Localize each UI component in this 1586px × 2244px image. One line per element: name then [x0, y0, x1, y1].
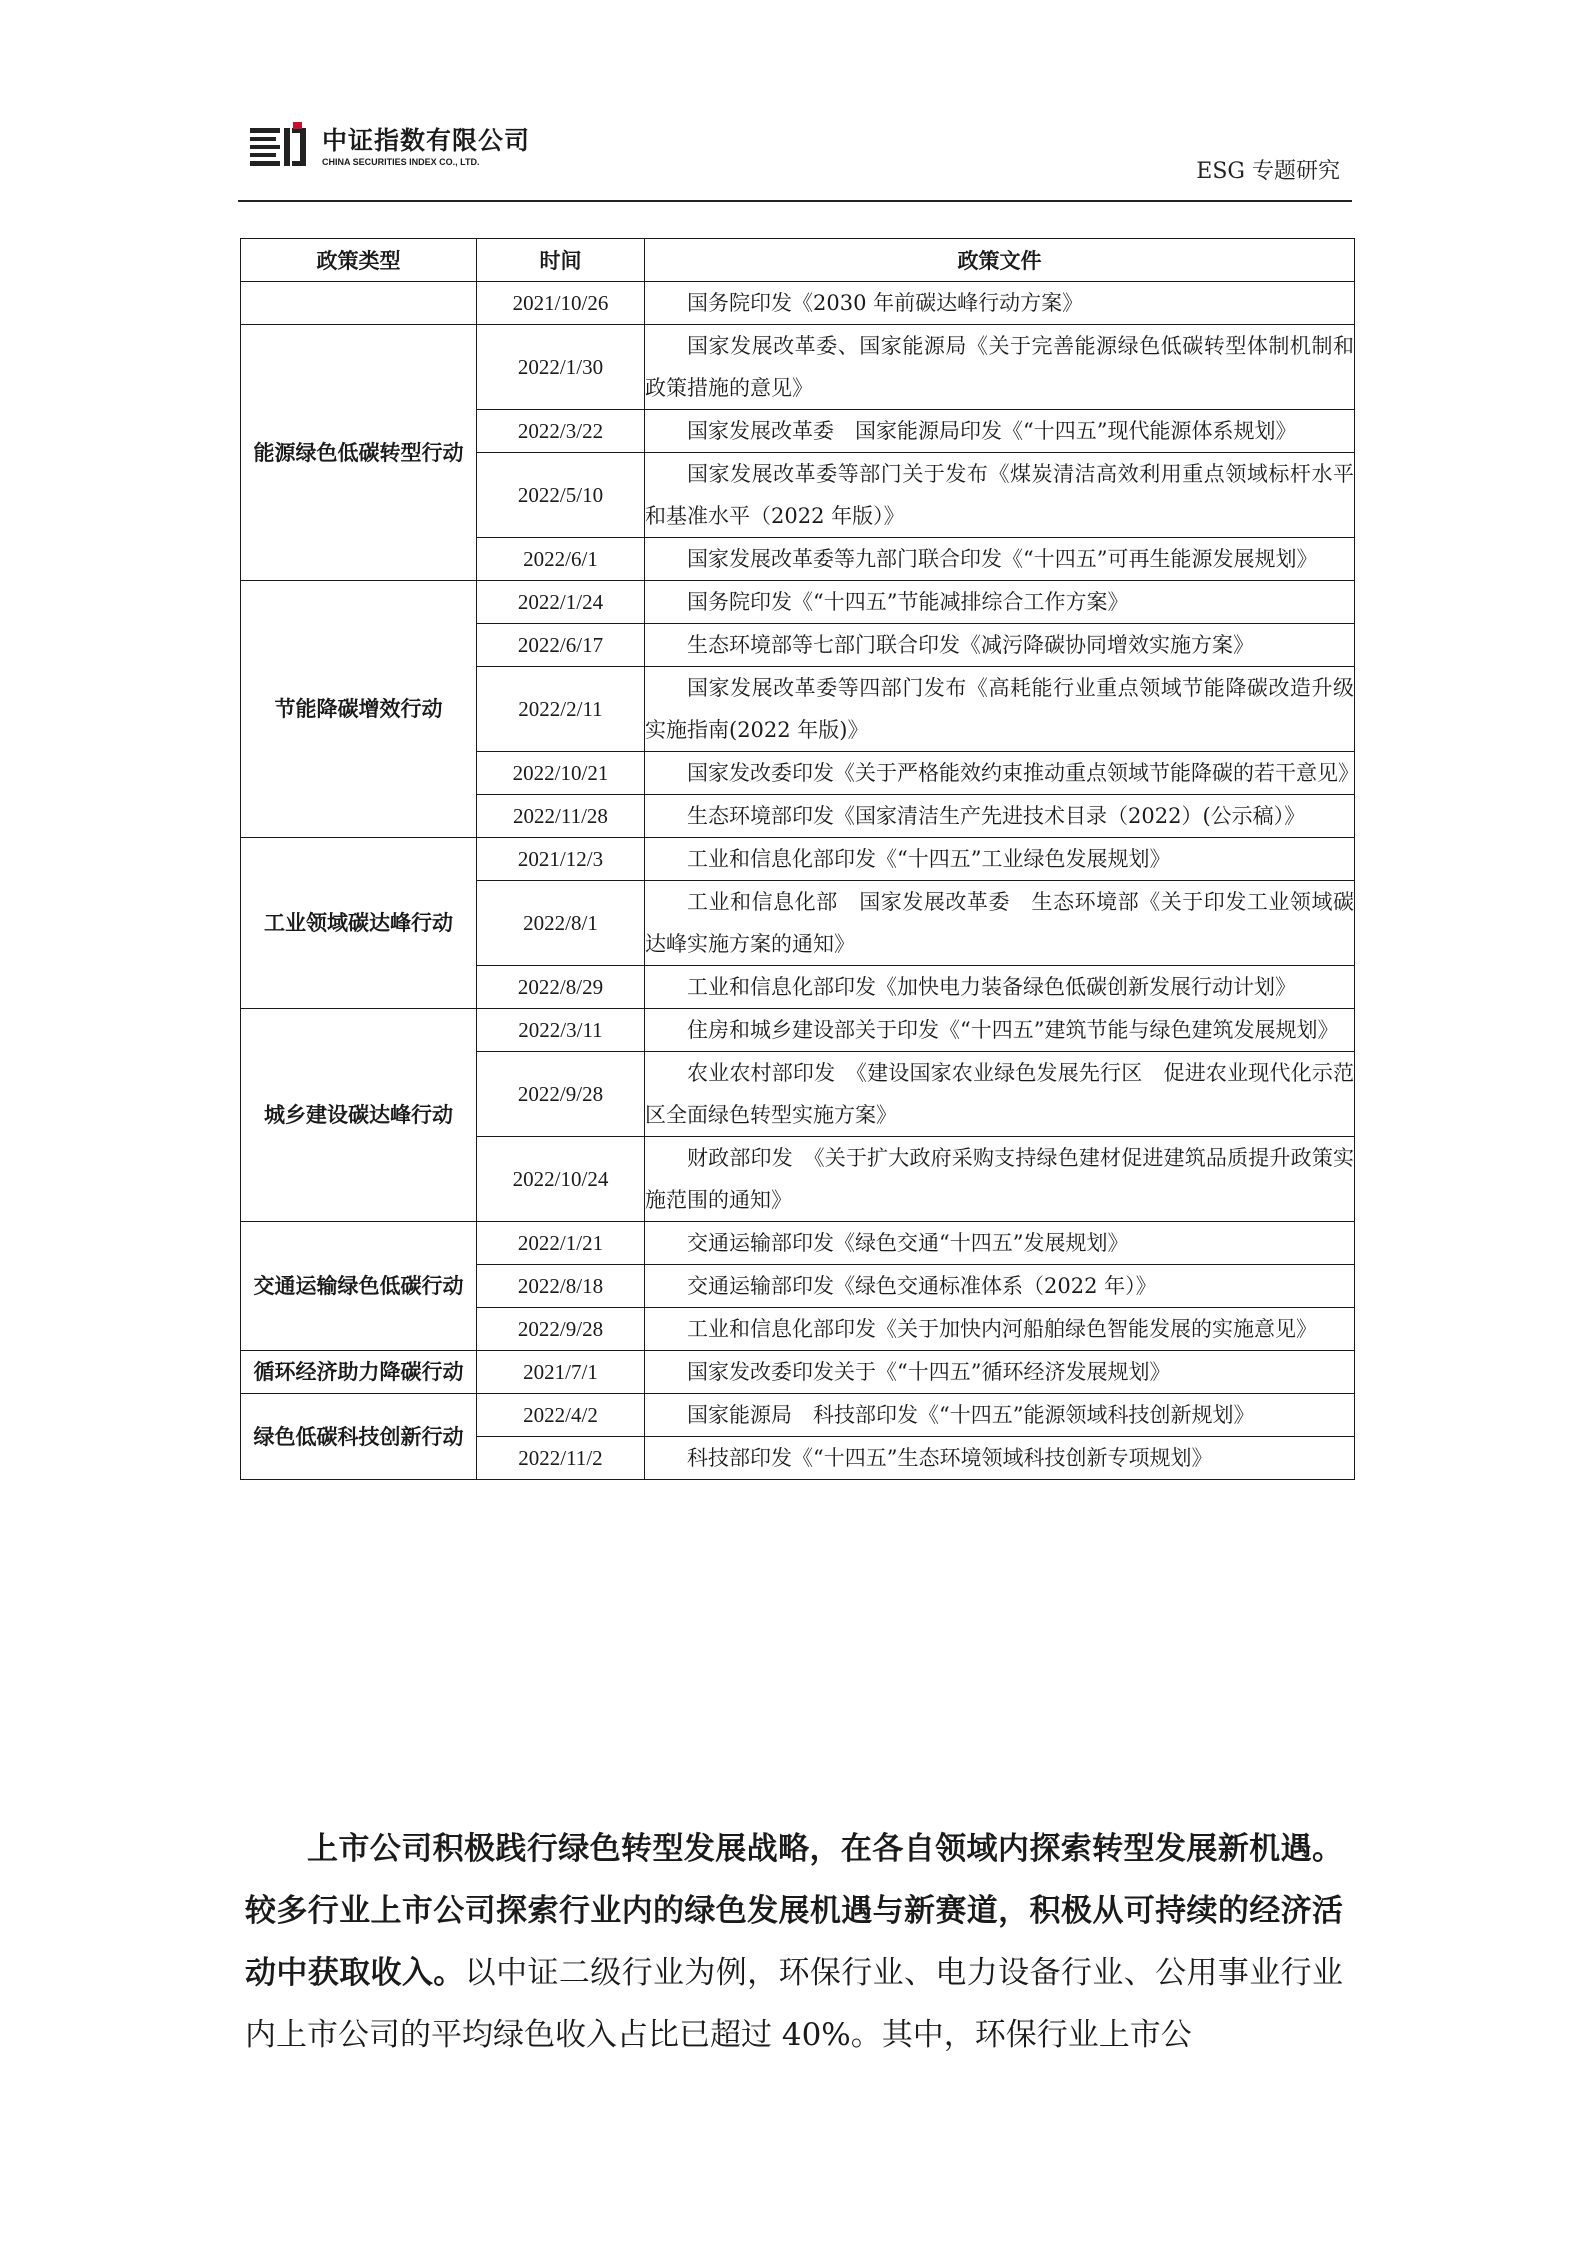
policy-category: 工业领域碳达峰行动: [241, 838, 477, 1009]
section-title: ESG 专题研究: [1196, 159, 1340, 184]
table-row: [241, 1351, 1355, 1394]
page-header: [238, 112, 1352, 202]
policy-document: 国家发展改革委等四部门发布《高耗能行业重点领域节能降碳改造升级实施指南(2022 年版)》: [645, 676, 1354, 742]
table-row: [241, 581, 1355, 624]
policy-document: 国家发展改革委等九部门联合印发《“十四五”可再生能源发展规划》: [687, 547, 1318, 571]
policy-date: 2022/3/11: [477, 1009, 645, 1052]
column-header-document: 政策文件: [645, 239, 1355, 282]
policy-document-cell: [645, 752, 1359, 795]
policy-document: 生态环境部等七部门联合印发《减污降碳协同增效实施方案》: [687, 633, 1254, 657]
policy-category: 循环经济助力降碳行动: [241, 1351, 477, 1394]
policy-document: 国家能源局 科技部印发《“十四五”能源领域科技创新规划》: [687, 1403, 1255, 1427]
policy-date: 2022/1/21: [477, 1222, 645, 1265]
policy-document-cell: [645, 624, 1355, 667]
policy-document-cell: [645, 966, 1355, 1009]
policy-date: 2022/5/10: [477, 453, 645, 538]
policy-document: 国家发展改革委、国家能源局《关于完善能源绿色低碳转型体制机制和政策措施的意见》: [645, 334, 1354, 400]
policy-date: 2022/8/18: [477, 1265, 645, 1308]
policy-date: 2021/7/1: [477, 1351, 645, 1394]
policy-date: 2022/1/30: [477, 325, 645, 410]
policy-document-cell: [645, 667, 1355, 752]
policy-table: [240, 238, 1359, 1480]
paragraph-text: 以中证二级行业为例，环保行业、电力设备行业、公用事业行业内上市公司的平均绿色收入占比已超过 40%。其中，环保行业上市公: [245, 1955, 1344, 2053]
column-header-type: 政策类型: [241, 239, 477, 282]
policy-document: 国家发改委印发《关于严格能效约束推动重点领域节能降碳的若干意见》: [687, 761, 1359, 785]
policy-document: 科技部印发《“十四五”生态环境领域科技创新专项规划》: [687, 1446, 1213, 1470]
table-row: [241, 838, 1355, 881]
policy-document: 国家发展改革委 国家能源局印发《“十四五”现代能源体系规划》: [687, 419, 1297, 443]
policy-date: 2022/10/24: [477, 1137, 645, 1222]
policy-document: 工业和信息化部印发《加快电力装备绿色低碳创新发展行动计划》: [687, 975, 1296, 999]
table-row: [241, 1394, 1355, 1437]
policy-document-cell: [645, 881, 1355, 966]
table-row: [241, 282, 1355, 325]
policy-document-cell: [645, 1052, 1355, 1137]
policy-date: 2022/8/29: [477, 966, 645, 1009]
policy-document-cell: [645, 538, 1355, 581]
policy-category: 交通运输绿色低碳行动: [241, 1222, 477, 1351]
column-header-date: 时间: [477, 239, 645, 282]
company-name-en: CHINA SECURITIES INDEX CO., LTD.: [322, 157, 480, 167]
policy-date: 2022/3/22: [477, 410, 645, 453]
policy-date: 2022/8/1: [477, 881, 645, 966]
policy-date: 2022/10/21: [477, 752, 645, 795]
policy-date: 2022/6/17: [477, 624, 645, 667]
policy-category: [241, 282, 477, 325]
policy-document: 财政部印发 《关于扩大政府采购支持绿色建材促进建筑品质提升政策实施范围的通知》: [645, 1146, 1354, 1212]
policy-document: 农业农村部印发 《建设国家农业绿色发展先行区 促进农业现代化示范区全面绿色转型实施方案》: [645, 1061, 1354, 1127]
csi-logo-icon: [248, 122, 310, 172]
policy-document-cell: [645, 581, 1355, 624]
policy-date: 2021/12/3: [477, 838, 645, 881]
table-row: [241, 325, 1355, 410]
body-paragraph: [245, 1818, 1343, 2066]
policy-document-cell: [645, 325, 1355, 410]
policy-document: 住房和城乡建设部关于印发《“十四五”建筑节能与绿色建筑发展规划》: [687, 1018, 1339, 1042]
policy-category: 能源绿色低碳转型行动: [241, 325, 477, 581]
policy-document: 国务院印发《2030 年前碳达峰行动方案》: [687, 291, 1084, 315]
policy-document: 交通运输部印发《绿色交通“十四五”发展规划》: [687, 1231, 1129, 1255]
policy-date: 2022/11/28: [477, 795, 645, 838]
policy-document: 国家发改委印发关于《“十四五”循环经济发展规划》: [687, 1360, 1171, 1384]
table-row: [241, 1009, 1355, 1052]
paragraph-bold-text: 上市公司积极践行绿色转型发展战略，在各自领域内探索转型发展新机遇。较多行业上市公司探索行业内的绿色发展机遇与新赛道，积极从可持续的经济活动中获取收入。: [245, 1831, 1343, 1991]
policy-date: 2022/9/28: [477, 1308, 645, 1351]
policy-document-cell: [645, 1222, 1355, 1265]
policy-document-cell: [645, 282, 1355, 325]
policy-category: 节能降碳增效行动: [241, 581, 477, 838]
policy-date: 2022/2/11: [477, 667, 645, 752]
policy-document: 国务院印发《“十四五”节能减排综合工作方案》: [687, 590, 1129, 614]
policy-category: 绿色低碳科技创新行动: [241, 1394, 477, 1480]
policy-date: 2022/1/24: [477, 581, 645, 624]
policy-document: 交通运输部印发《绿色交通标准体系（2022 年）》: [687, 1274, 1157, 1298]
policy-date: 2022/11/2: [477, 1437, 645, 1480]
policy-document: 工业和信息化部 国家发展改革委 生态环境部《关于印发工业领域碳达峰实施方案的通知》: [645, 890, 1354, 956]
policy-date: 2022/4/2: [477, 1394, 645, 1437]
table-row: [241, 1222, 1355, 1265]
policy-document: 工业和信息化部印发《“十四五”工业绿色发展规划》: [687, 847, 1171, 871]
policy-document-cell: [645, 838, 1355, 881]
policy-document-cell: [645, 1308, 1355, 1351]
header-divider: [238, 200, 1352, 202]
policy-document-cell: [645, 453, 1355, 538]
policy-document: 工业和信息化部印发《关于加快内河船舶绿色智能发展的实施意见》: [687, 1317, 1317, 1341]
policy-document-cell: [645, 1137, 1355, 1222]
policy-date: 2022/6/1: [477, 538, 645, 581]
policy-document-cell: [645, 1437, 1355, 1480]
policy-category: 城乡建设碳达峰行动: [241, 1009, 477, 1222]
policy-document: 生态环境部印发《国家清洁生产先进技术目录（2022）(公示稿）》: [687, 804, 1306, 828]
policy-document-cell: [645, 795, 1355, 838]
policy-document-cell: [645, 410, 1355, 453]
policy-document-cell: [645, 1394, 1355, 1437]
policy-document-cell: [645, 1009, 1355, 1052]
policy-document-cell: [645, 1351, 1355, 1394]
policy-document-cell: [645, 1265, 1355, 1308]
company-name-cn: 中证指数有限公司: [322, 126, 531, 155]
policy-document: 国家发展改革委等部门关于发布《煤炭清洁高效利用重点领域标杆水平和基准水平（2022 年版）》: [645, 462, 1354, 528]
policy-date: 2022/9/28: [477, 1052, 645, 1137]
policy-date: 2021/10/26: [477, 282, 645, 325]
company-logo: [248, 122, 530, 172]
table-header-row: [241, 239, 1355, 282]
